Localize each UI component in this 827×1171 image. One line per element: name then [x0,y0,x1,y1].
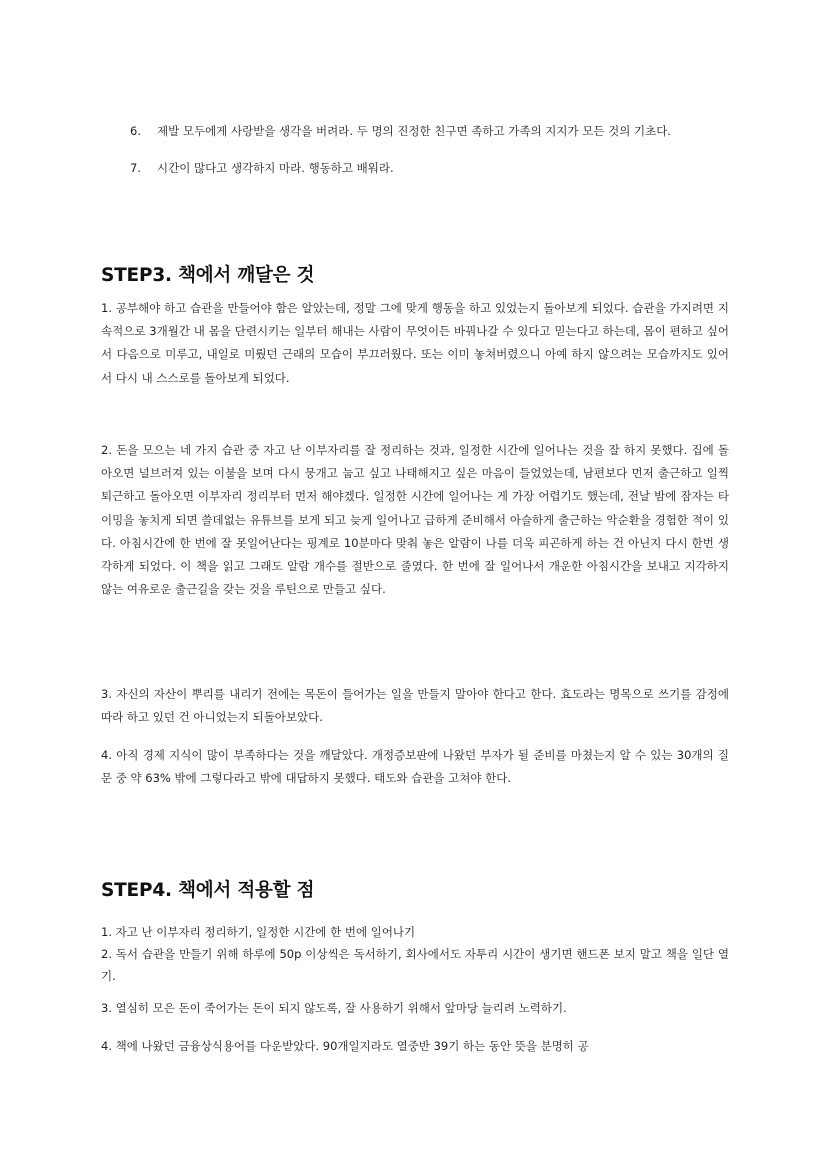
step3-paragraph: 2. 돈을 모으는 네 가지 습관 중 자고 난 이부자리를 잘 정리하는 것과, 일정한 시간에 일어나는 것을 잘 하지 못했다. 집에 돌아오면 널브러져 있는 이불을 보며 다시 뭉개고 눕고 싶고 나태해지고 싶은 마음이 들었었는데, 남편보다 먼저 출근하고 일찍 퇴근하고 돌아오면 이부자리 정리부터 먼저 해야겠다. 일정한 시간에 일어나는 게 가장 어렵기도 했는데, 전날 밤에 잠자는 타이밍을 놓치게 되면 쓸데없는 유튜브를 보게 되고 늦게 일어나고 급하게 준비해서 아슬하게 출근하는 악순환을 경험한 적이 있다. 아침시간에 한 번에 잘 못일어난다는 핑계로 10분마다 맞춰 놓은 알람이 나를 더욱 피곤하게 하는 건 아닌지 다시 한번 생각하게 되었다. 이 책을 읽고 그래도 알람 개수를 절반으로 줄였다. 한 번에 잘 일어나서 개운한 아침시간을 보내고 지각하지 않는 여유로운 출근길을 갖는 것을 루틴으로 만들고 싶다. [101,443,729,597]
list-item-number: 7. [130,161,141,175]
step4-heading: STEP4. 책에서 적용할 점 [101,880,315,901]
numbered-list [130,119,730,181]
step4-item: 1. 자고 난 이부자리 정리하기, 일정한 시간에 한 번에 일어나기 [101,925,416,939]
list-item [130,156,730,181]
list-item-text: 시간이 많다고 생각하지 마라. 행동하고 배워라. [157,161,394,175]
step4-item: 4. 책에 나왔던 금융상식용어를 다운받았다. 90개일지라도 열중반 39기 하는 동안 뜻을 분명히 공 [101,1039,589,1053]
list-item-number: 6. [130,124,141,138]
step4-item: 2. 독서 습관을 만들기 위해 하루에 50p 이상씩은 독서하기, 회사에서도 자투리 시간이 생기면 핸드폰 보지 말고 책을 일단 열기. [101,947,729,983]
step4-item: 3. 열심히 모은 돈이 죽어가는 돈이 되지 않도록, 잘 사용하기 위해서 앞마당 늘리려 노력하기. [101,1001,567,1015]
list-item-text: 제발 모두에게 사랑받을 생각을 버려라. 두 명의 진정한 친구면 족하고 가족의 지지가 모든 것의 기초다. [157,124,671,138]
step3-heading: STEP3. 책에서 깨달은 것 [101,265,315,286]
step3-paragraph: 3. 자신의 자산이 뿌리를 내리기 전에는 목돈이 들어가는 일을 만들지 말아야 한다고 한다. 효도라는 명목으로 쓰기를 감정에 따라 하고 있던 건 아니었는지 되돌아보았다. [101,687,729,725]
list-item [130,119,730,144]
step3-paragraph: 1. 공부해야 하고 습관을 만들어야 함은 알았는데, 정말 그에 맞게 행동을 하고 있었는지 돌아보게 되었다. 습관을 가지려면 지속적으로 3개월간 내 몸을 단련시키는 일부터 해내는 사람이 무엇이든 바꿔나갈 수 있다고 믿는다고 하는데, 몸이 편하고 싶어서 다음으로 미루고, 내일로 미뤘던 근래의 모습이 부끄러웠다. 또는 이미 놓쳐버렸으니 아예 하지 않으려는 모습까지도 있어서 다시 내 스스로를 돌아보게 되었다. [101,301,729,385]
step3-paragraph: 4. 아직 경제 지식이 많이 부족하다는 것을 깨달았다. 개정증보판에 나왔던 부자가 될 준비를 마쳤는지 알 수 있는 30개의 질문 중 약 63% 밖에 그렇다라고 밖에 대답하지 못했다. 태도와 습관을 고쳐야 한다. [101,748,729,786]
